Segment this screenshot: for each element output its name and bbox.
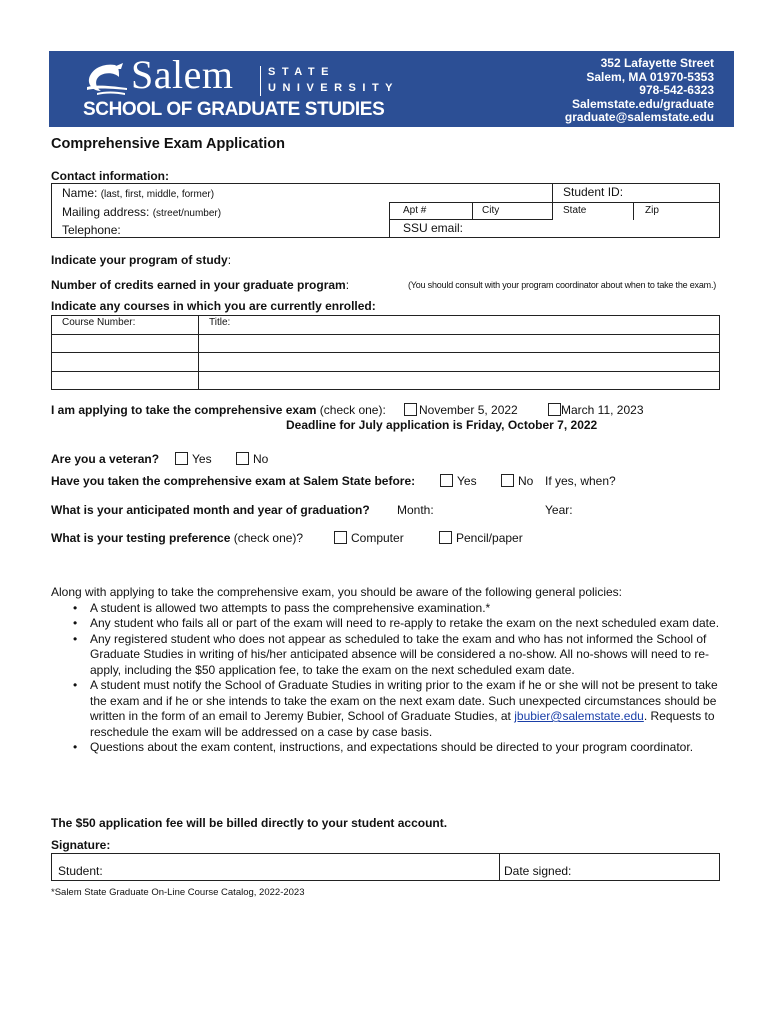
course-number-cell[interactable] <box>52 353 199 372</box>
header-banner <box>49 51 734 127</box>
course-title-cell[interactable] <box>199 334 720 353</box>
list-item: • A student must notify the School of Graduate Studies in writing prior to the exam if he or she will not be present to take the exam and if he or she intends to take the exam on the next exam date. Such unexpected circumstances should be written in the form of an email to Jeremy Bubier, School of Graduate Studies, at jbubier@salemstate.edu. Requests to reschedule the exam will be addressed on a case by case basis. <box>73 678 726 740</box>
taken-when-field[interactable]: If yes, when? <box>545 474 616 488</box>
course-title-cell[interactable] <box>199 371 720 390</box>
address-email[interactable]: graduate@salemstate.edu <box>564 110 714 124</box>
list-item: • Any student who fails all or part of the exam will need to re-apply to retake the exam on the next scheduled exam date. <box>73 616 726 632</box>
graduation-month-field[interactable]: Month: <box>397 503 434 517</box>
policies-list <box>73 601 726 756</box>
school-name: SCHOOL OF GRADUATE STUDIES <box>83 99 385 120</box>
mailing-label: Mailing address: <box>62 205 150 219</box>
computer-label: Computer <box>351 531 404 545</box>
address-city: Salem, MA 01970-5353 <box>586 69 714 84</box>
pencil-paper-label: Pencil/paper <box>456 531 523 545</box>
footnote: *Salem State Graduate On-Line Course Catalog, 2022-2023 <box>51 887 305 898</box>
logo-divider <box>260 66 261 96</box>
course-number-cell[interactable] <box>52 371 199 390</box>
name-label: Name: <box>62 186 98 200</box>
course-number-header: Course Number: <box>52 316 199 335</box>
student-signature-field[interactable]: Student: <box>58 864 103 878</box>
table-header-row <box>52 316 720 335</box>
email-link[interactable]: jbubier@salemstate.edu <box>514 709 644 723</box>
page-title: Comprehensive Exam Application <box>51 136 285 152</box>
logo-university: UNIVERSITY <box>268 82 400 94</box>
program-of-study[interactable]: Indicate your program of study: <box>51 253 232 267</box>
taken-yes-checkbox[interactable] <box>440 474 453 487</box>
mar-2023-label: March 11, 2023 <box>561 403 644 417</box>
contact-address <box>565 57 714 125</box>
name-hint: (last, first, middle, former) <box>100 189 215 200</box>
nov-2022-label: November 5, 2022 <box>419 403 518 417</box>
exam-date-question: I am applying to take the comprehensive exam (check one): <box>51 403 386 417</box>
list-item: • Any registered student who does not appear as scheduled to take the exam and who has not informed the School of Graduate Studies in writing of his/her anticipated absence will be considered a no-show. All no-shows will need to re-apply, including the $50 application fee, to take the exam on the next scheduled exam date. <box>73 632 726 679</box>
logo-state: STATE <box>268 66 335 78</box>
pencil-paper-checkbox[interactable] <box>439 531 452 544</box>
policies-section <box>51 585 726 756</box>
graduation-year-field[interactable]: Year: <box>545 503 573 517</box>
taken-yes-label: Yes <box>457 474 477 488</box>
salem-logo-icon <box>85 61 129 97</box>
state-field[interactable]: State <box>563 205 587 216</box>
apt-field[interactable]: Apt # <box>403 205 427 216</box>
contact-heading: Contact information: <box>51 169 169 183</box>
address-phone: 978-542-6323 <box>639 83 714 97</box>
logo-wordmark: Salem <box>131 52 234 97</box>
courses-table <box>51 315 720 390</box>
veteran-no-checkbox[interactable] <box>236 452 249 465</box>
city-field[interactable]: City <box>482 205 500 216</box>
list-item: • A student is allowed two attempts to pass the comprehensive examination.* <box>73 601 726 617</box>
deadline-note: Deadline for July application is Friday, October 7, 2022 <box>286 418 598 432</box>
mar-2023-checkbox[interactable] <box>548 403 561 416</box>
table-row[interactable] <box>52 353 720 372</box>
list-item: • Questions about the exam content, instructions, and expectations should be directed to your program coordinator. <box>73 740 726 756</box>
computer-checkbox[interactable] <box>334 531 347 544</box>
veteran-question: Are you a veteran? <box>51 452 160 466</box>
testing-question: What is your testing preference (check one)? <box>51 531 304 545</box>
course-title-header: Title: <box>199 316 720 335</box>
nov-2022-checkbox[interactable] <box>404 403 417 416</box>
credits-earned[interactable]: Number of credits earned in your graduate program: <box>51 278 350 292</box>
mailing-hint: (street/number) <box>152 208 222 219</box>
course-title-cell[interactable] <box>199 353 720 372</box>
veteran-yes-checkbox[interactable] <box>175 452 188 465</box>
zip-field[interactable]: Zip <box>645 205 659 216</box>
fee-note: The $50 application fee will be billed directly to your student account. <box>51 816 448 830</box>
table-row[interactable] <box>52 334 720 353</box>
name-field[interactable] <box>62 186 214 200</box>
credits-note: (You should consult with your program coordinator about when to take the exam.) <box>408 280 717 290</box>
date-signed-field[interactable]: Date signed: <box>504 864 572 878</box>
veteran-no-label: No <box>253 452 269 466</box>
taken-before-question: Have you taken the comprehensive exam at Salem State before: <box>51 474 416 488</box>
veteran-yes-label: Yes <box>192 452 212 466</box>
address-street: 352 Lafayette Street <box>600 56 714 70</box>
policies-intro: Along with applying to take the comprehensive exam, you should be aware of the following general policies: <box>51 585 623 599</box>
courses-label: Indicate any courses in which you are currently enrolled: <box>51 299 376 313</box>
signature-box <box>51 853 720 881</box>
mailing-address-field[interactable] <box>62 205 221 219</box>
telephone-field[interactable]: Telephone: <box>62 223 121 237</box>
credits-label: Number of credits earned in your graduate program <box>51 278 346 292</box>
graduation-question: What is your anticipated month and year of graduation? <box>51 503 370 517</box>
ssu-email-field[interactable]: SSU email: <box>403 221 464 235</box>
taken-no-checkbox[interactable] <box>501 474 514 487</box>
table-row[interactable] <box>52 371 720 390</box>
course-number-cell[interactable] <box>52 334 199 353</box>
taken-no-label: No <box>518 474 534 488</box>
signature-heading: Signature: <box>51 838 111 852</box>
program-label: Indicate your program of study <box>51 253 228 267</box>
student-id-field[interactable]: Student ID: <box>563 185 624 199</box>
address-website[interactable]: Salemstate.edu/graduate <box>571 96 714 111</box>
